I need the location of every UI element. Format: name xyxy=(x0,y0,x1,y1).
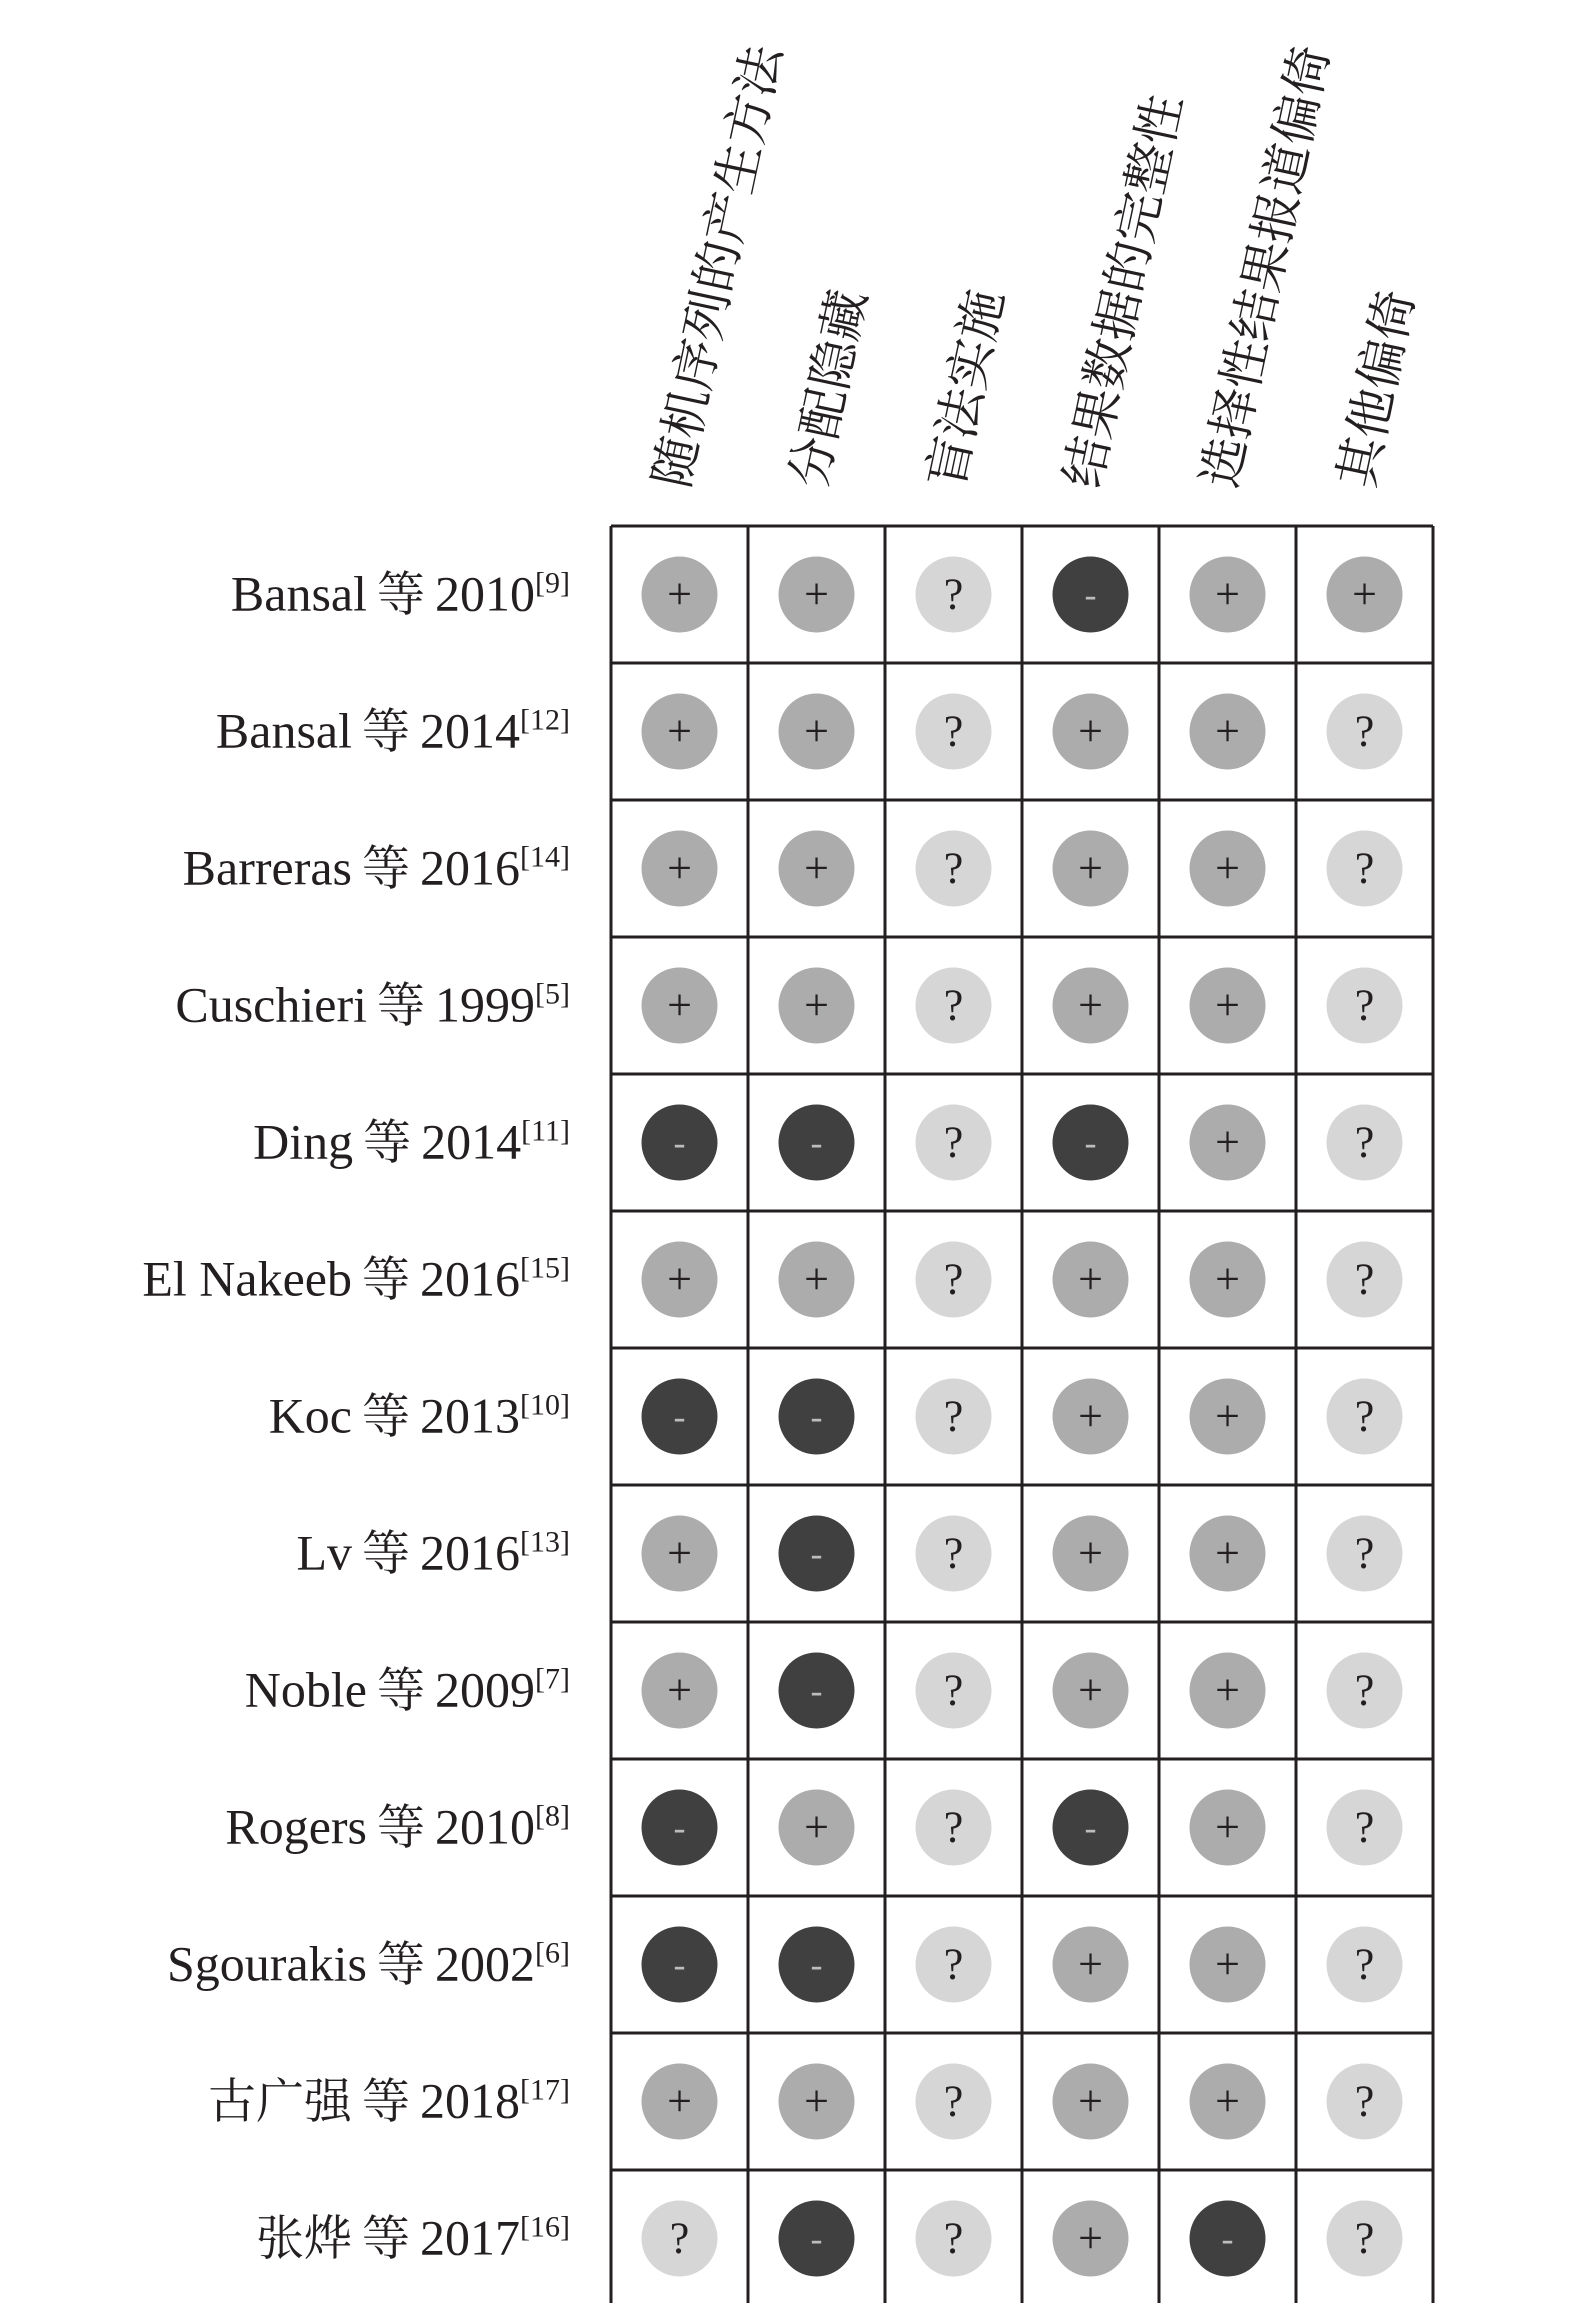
rating-cell xyxy=(1190,1379,1266,1455)
rating-cell xyxy=(916,1927,992,2003)
rating-symbol: - xyxy=(673,1122,686,1163)
rating-cell xyxy=(916,694,992,770)
connector-text: 等 xyxy=(362,1251,411,1308)
rating-symbol: + xyxy=(1078,843,1103,893)
study-name: Rogers xyxy=(225,1798,367,1855)
rating-cell xyxy=(642,557,718,633)
rating-symbol: + xyxy=(667,2076,692,2126)
rating-symbol: + xyxy=(804,1254,829,1304)
rating-cell xyxy=(779,1379,855,1455)
reference-number: [7] xyxy=(535,1662,570,1696)
reference-number: [6] xyxy=(535,1936,570,1970)
rating-symbol: ? xyxy=(943,1528,964,1578)
rating-symbol: + xyxy=(1215,1254,1240,1304)
rating-cell xyxy=(916,2201,992,2277)
rating-cell xyxy=(1190,968,1266,1044)
rating-symbol: ? xyxy=(943,980,964,1030)
row-label-9 xyxy=(245,1662,570,1719)
reference-number: [10] xyxy=(520,1388,570,1422)
column-header-3: 盲法实施 xyxy=(916,284,1015,493)
rating-symbol: ? xyxy=(1354,2213,1375,2263)
rating-cell xyxy=(779,1653,855,1729)
reference-number: [5] xyxy=(535,977,570,1011)
rating-symbol: + xyxy=(1215,1665,1240,1715)
study-year: 2016 xyxy=(420,1524,521,1581)
connector-text: 等 xyxy=(377,1799,426,1856)
rating-symbol: - xyxy=(1084,1122,1097,1163)
study-year: 1999 xyxy=(435,976,536,1033)
rating-symbol: + xyxy=(1078,1665,1103,1715)
row-label-8 xyxy=(296,1525,570,1582)
rating-symbol: + xyxy=(667,706,692,756)
rating-cell xyxy=(1327,1653,1403,1729)
rating-cell xyxy=(642,968,718,1044)
rating-symbol: + xyxy=(1078,2076,1103,2126)
study-name: Bansal xyxy=(230,565,367,622)
rating-symbol: ? xyxy=(1354,980,1375,1030)
rating-cell xyxy=(1053,1653,1129,1729)
column-headers xyxy=(643,39,1426,492)
connector-text: 等 xyxy=(362,840,411,897)
row-label-6 xyxy=(142,1251,570,1308)
rating-cell xyxy=(1327,2064,1403,2140)
row-label-1 xyxy=(231,566,570,623)
rating-symbol: - xyxy=(673,1396,686,1437)
rating-symbol: + xyxy=(1215,2076,1240,2126)
rating-symbol: - xyxy=(810,2218,823,2259)
rating-cell xyxy=(1327,1105,1403,1181)
rating-cell xyxy=(916,1379,992,1455)
study-name: Sgourakis xyxy=(167,1935,367,1992)
connector-text: 等 xyxy=(377,1662,426,1719)
rating-symbol: ? xyxy=(1354,1391,1375,1441)
study-year: 2002 xyxy=(435,1935,536,1992)
row-label-5 xyxy=(253,1114,570,1171)
rating-cell xyxy=(1053,1790,1129,1866)
rating-symbol: ? xyxy=(1354,1528,1375,1578)
rating-cell xyxy=(1053,968,1129,1044)
rating-symbol: + xyxy=(667,1665,692,1715)
connector-text: 等 xyxy=(377,977,426,1034)
rating-symbol: - xyxy=(810,1670,823,1711)
rating-cell xyxy=(779,694,855,770)
rating-symbol: - xyxy=(1084,1807,1097,1848)
rating-symbol: - xyxy=(673,1944,686,1985)
rating-symbol: + xyxy=(1215,569,1240,619)
rating-cell xyxy=(1053,557,1129,633)
row-label-12 xyxy=(208,2073,570,2130)
rating-symbol: ? xyxy=(943,1665,964,1715)
rating-cell xyxy=(1053,694,1129,770)
rating-cell xyxy=(779,968,855,1044)
column-header-4: 结果数据的完整性 xyxy=(1053,89,1194,493)
connector-text: 等 xyxy=(362,2210,411,2267)
study-year: 2009 xyxy=(435,1661,536,1718)
rating-symbol: + xyxy=(1078,1254,1103,1304)
study-name: Cuschieri xyxy=(175,976,367,1033)
rating-symbol: + xyxy=(1078,1391,1103,1441)
rating-symbol: + xyxy=(804,1802,829,1852)
study-name: Lv xyxy=(296,1524,352,1581)
reference-number: [17] xyxy=(520,2073,570,2107)
rating-cell xyxy=(916,831,992,907)
rating-cell xyxy=(1327,1242,1403,1318)
rating-cell xyxy=(916,2064,992,2140)
rating-symbol: + xyxy=(667,843,692,893)
study-name: El Nakeeb xyxy=(142,1250,352,1307)
rating-symbol: - xyxy=(810,1944,823,1985)
rating-cell xyxy=(1053,1242,1129,1318)
rating-cell xyxy=(916,968,992,1044)
connector-text: 等 xyxy=(362,2073,411,2130)
rating-cell xyxy=(642,1653,718,1729)
reference-number: [15] xyxy=(520,1251,570,1285)
rating-symbol: + xyxy=(1078,1528,1103,1578)
column-header-2: 分配隐藏 xyxy=(779,284,878,493)
rating-symbol: + xyxy=(667,1254,692,1304)
rating-symbol: ? xyxy=(943,843,964,893)
rating-cell xyxy=(1327,968,1403,1044)
rating-symbol: + xyxy=(667,569,692,619)
rating-cell xyxy=(1190,694,1266,770)
rating-cell xyxy=(779,831,855,907)
reference-number: [8] xyxy=(535,1799,570,1833)
rating-cell xyxy=(779,1242,855,1318)
row-label-13 xyxy=(256,2210,570,2267)
rating-symbol: - xyxy=(810,1396,823,1437)
study-year: 2016 xyxy=(420,839,521,896)
rating-cell xyxy=(642,831,718,907)
rating-cell xyxy=(1053,1379,1129,1455)
rating-cell xyxy=(1053,2201,1129,2277)
rating-symbol: + xyxy=(804,980,829,1030)
rating-symbol: + xyxy=(1215,1391,1240,1441)
rating-cell xyxy=(1190,2201,1266,2277)
connector-text: 等 xyxy=(362,1388,411,1445)
rating-cell xyxy=(642,1242,718,1318)
study-year: 2010 xyxy=(435,1798,536,1855)
rating-cell xyxy=(642,2201,718,2277)
rating-cell xyxy=(1190,1105,1266,1181)
study-name: 张烨 xyxy=(255,2210,352,2267)
column-header-6: 其他偏倚 xyxy=(1327,284,1426,493)
rating-symbol: - xyxy=(1221,2218,1234,2259)
rating-symbol: + xyxy=(804,569,829,619)
rating-cell xyxy=(1327,831,1403,907)
rating-cell xyxy=(1053,1105,1129,1181)
rating-symbol: ? xyxy=(1354,706,1375,756)
study-year: 2014 xyxy=(420,702,521,759)
rating-cell xyxy=(1190,1516,1266,1592)
study-year: 2010 xyxy=(435,565,536,622)
reference-number: [11] xyxy=(521,1114,570,1148)
rating-cell xyxy=(916,1653,992,1729)
rating-symbol: + xyxy=(1078,2213,1103,2263)
rating-cell xyxy=(1053,1516,1129,1592)
row-label-4 xyxy=(175,977,570,1034)
rating-symbol: + xyxy=(1215,980,1240,1030)
rating-symbol: ? xyxy=(943,1939,964,1989)
rating-cell xyxy=(779,1105,855,1181)
reference-number: [14] xyxy=(520,840,570,874)
rating-cell xyxy=(1190,1242,1266,1318)
rating-cell xyxy=(642,1105,718,1181)
rating-symbol: + xyxy=(1215,1528,1240,1578)
row-labels xyxy=(142,566,570,2267)
column-header-5: 选择性结果报道偏倚 xyxy=(1190,40,1341,493)
column-header-1: 随机序列的产生方法 xyxy=(642,40,793,493)
study-year: 2013 xyxy=(420,1387,521,1444)
rating-symbol: ? xyxy=(943,1802,964,1852)
rating-symbol: ? xyxy=(1354,1939,1375,1989)
rating-cell xyxy=(642,1516,718,1592)
rating-symbol: - xyxy=(1084,574,1097,615)
connector-text: 等 xyxy=(377,1936,426,1993)
rating-symbol: + xyxy=(804,843,829,893)
connector-text: 等 xyxy=(377,566,426,623)
rating-cell xyxy=(642,2064,718,2140)
study-name: Bansal xyxy=(215,702,352,759)
rating-cell xyxy=(1190,1790,1266,1866)
rating-symbol: ? xyxy=(1354,1665,1375,1715)
rating-cell xyxy=(1327,2201,1403,2277)
rating-cell xyxy=(779,2201,855,2277)
connector-text: 等 xyxy=(363,1114,412,1171)
rating-cell xyxy=(1327,1790,1403,1866)
study-name: Ding xyxy=(253,1113,354,1170)
rating-cell xyxy=(1327,1516,1403,1592)
row-label-2 xyxy=(216,703,570,760)
rating-cell xyxy=(916,1516,992,1592)
rating-cell xyxy=(779,557,855,633)
connector-text: 等 xyxy=(362,1525,411,1582)
rating-symbol: ? xyxy=(943,1391,964,1441)
study-name: Noble xyxy=(244,1661,367,1718)
rating-symbol: + xyxy=(804,706,829,756)
study-name: 古广强 xyxy=(207,2073,352,2130)
rating-cell xyxy=(1190,1927,1266,2003)
rating-symbol: + xyxy=(1215,1117,1240,1167)
rating-symbol: + xyxy=(1078,1939,1103,1989)
rating-symbol: + xyxy=(1215,1939,1240,1989)
study-year: 2014 xyxy=(421,1113,522,1170)
rating-cell xyxy=(642,694,718,770)
rating-cell xyxy=(1053,1927,1129,2003)
reference-number: [12] xyxy=(520,703,570,737)
study-name: Koc xyxy=(268,1387,352,1444)
rating-symbol: + xyxy=(1078,706,1103,756)
reference-number: [16] xyxy=(520,2210,570,2244)
rating-cell xyxy=(916,1242,992,1318)
reference-number: [9] xyxy=(535,566,570,600)
rating-cell xyxy=(642,1927,718,2003)
row-label-7 xyxy=(269,1388,570,1445)
rating-symbol: - xyxy=(810,1533,823,1574)
rating-symbol: ? xyxy=(1354,1117,1375,1167)
rating-symbol: ? xyxy=(943,569,964,619)
study-year: 2016 xyxy=(420,1250,521,1307)
connector-text: 等 xyxy=(362,703,411,760)
rating-cell xyxy=(642,1790,718,1866)
row-label-3 xyxy=(183,840,570,897)
rating-symbol: - xyxy=(810,1122,823,1163)
rating-cell xyxy=(1327,694,1403,770)
rating-symbol: ? xyxy=(943,1117,964,1167)
rating-symbol: ? xyxy=(943,706,964,756)
rating-symbol: ? xyxy=(943,1254,964,1304)
rating-symbol: + xyxy=(1215,1802,1240,1852)
rating-symbol: + xyxy=(667,980,692,1030)
rating-cell xyxy=(779,1790,855,1866)
rating-symbol: ? xyxy=(1354,843,1375,893)
rating-symbol: + xyxy=(1215,706,1240,756)
rating-cell xyxy=(1190,1653,1266,1729)
rating-symbol: ? xyxy=(1354,1802,1375,1852)
rating-symbol: ? xyxy=(943,2213,964,2263)
study-name: Barreras xyxy=(182,839,352,896)
rating-symbol: + xyxy=(667,1528,692,1578)
rating-symbol: ? xyxy=(669,2213,690,2263)
rating-symbol: ? xyxy=(1354,2076,1375,2126)
rating-symbol: + xyxy=(804,2076,829,2126)
rating-cell xyxy=(916,1105,992,1181)
rating-cell xyxy=(642,1379,718,1455)
rating-cell xyxy=(779,1516,855,1592)
reference-number: [13] xyxy=(520,1525,570,1559)
table-grid xyxy=(611,526,1433,2303)
rating-cell xyxy=(779,2064,855,2140)
rating-cell xyxy=(916,1790,992,1866)
rating-cell xyxy=(1327,557,1403,633)
rating-symbol: ? xyxy=(943,2076,964,2126)
rating-symbol: ? xyxy=(1354,1254,1375,1304)
rating-cell xyxy=(779,1927,855,2003)
rating-cell xyxy=(1190,2064,1266,2140)
rating-symbol: + xyxy=(1352,569,1377,619)
rating-symbol: + xyxy=(1215,843,1240,893)
study-year: 2018 xyxy=(420,2072,521,2129)
study-year: 2017 xyxy=(420,2209,521,2266)
rating-symbol: - xyxy=(673,1807,686,1848)
rating-cell xyxy=(1053,831,1129,907)
rating-cell xyxy=(1190,557,1266,633)
row-label-10 xyxy=(225,1799,570,1856)
rating-cell xyxy=(1190,831,1266,907)
rating-cell xyxy=(1053,2064,1129,2140)
rating-cell xyxy=(1327,1927,1403,2003)
row-label-11 xyxy=(167,1936,570,1993)
rating-cell xyxy=(916,557,992,633)
rating-cell xyxy=(1327,1379,1403,1455)
rating-symbol: + xyxy=(1078,980,1103,1030)
